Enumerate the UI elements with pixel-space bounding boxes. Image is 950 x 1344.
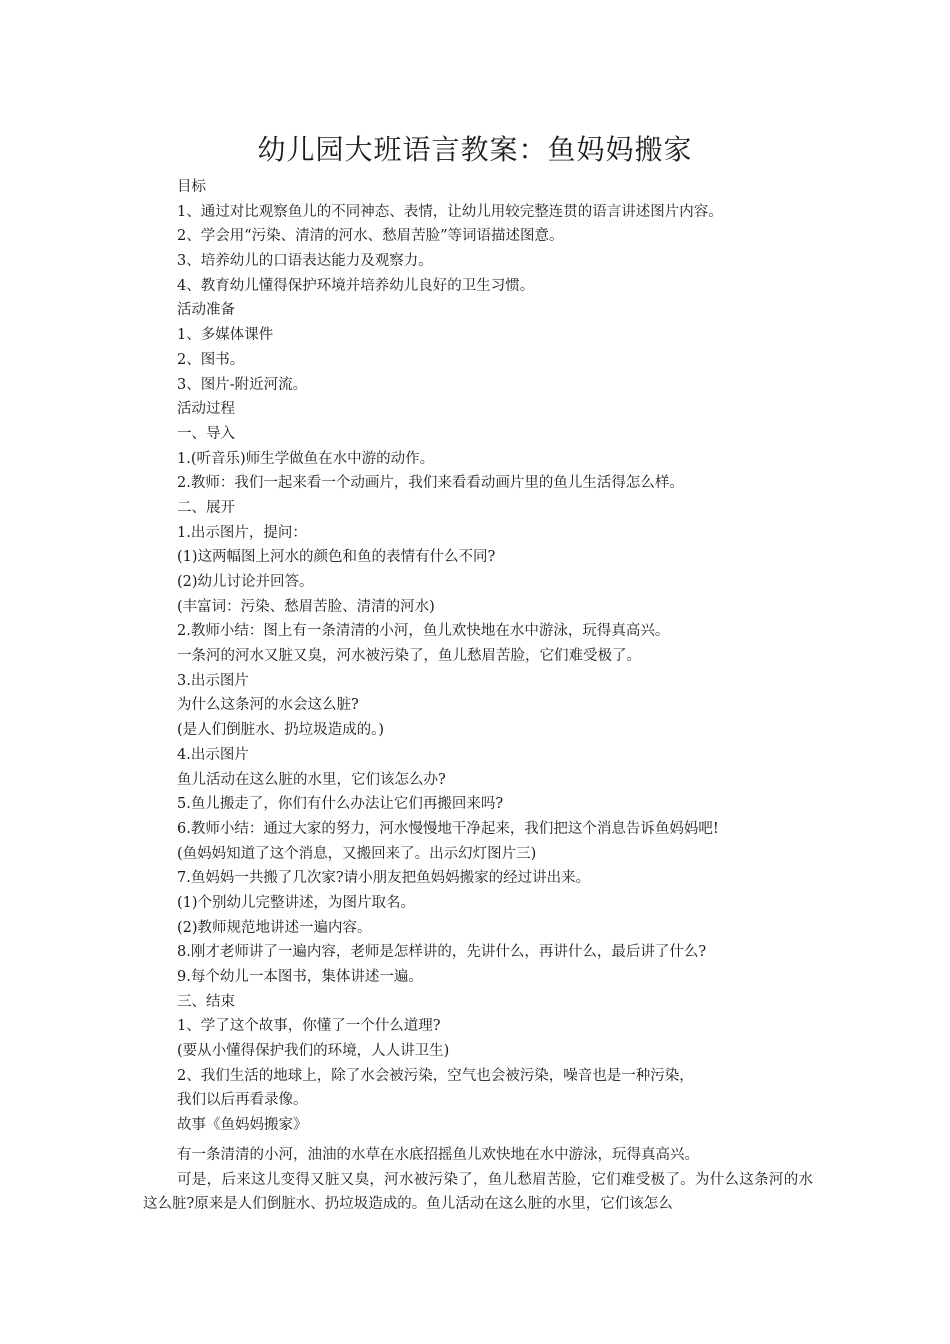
text-line: 9.每个幼儿一本图书，集体讲述一遍。: [177, 969, 423, 985]
story-paragraph: 有一条清清的小河，油油的水草在水底招摇鱼儿欢快地在水中游泳，玩得真高兴。: [177, 1147, 699, 1163]
text-line: 3、图片-附近河流。: [177, 376, 308, 393]
text-line: (1)这两幅图上河水的颜色和鱼的表情有什么不同?: [177, 549, 496, 566]
text-line: 7.鱼妈妈一共搬了几次家?请小朋友把鱼妈妈搬家的经过讲出来。: [177, 870, 591, 887]
text-line: 1、通过对比观察鱼儿的不同神态、表情，让幼儿用较完整连贯的语言讲述图片内容。: [177, 203, 723, 220]
text-line: 4、教育幼儿懂得保护环境并培养幼儿良好的卫生习惯。: [177, 277, 535, 294]
text-line: 一、导入: [177, 425, 235, 442]
text-line: 3、培养幼儿的口语表达能力及观察力。: [177, 253, 433, 270]
text-line: 一条河的河水又脏又臭，河水被污染了，鱼儿愁眉苦脸，它们难受极了。: [177, 648, 641, 665]
text-line: 我们以后再看录像。: [177, 1092, 308, 1109]
text-line: 2、图书。: [177, 351, 245, 368]
text-line: 1.(听音乐)师生学做鱼在水中游的动作。: [177, 450, 435, 467]
text-line: 三、结束: [177, 993, 235, 1010]
text-line: (是人们倒脏水、扔垃圾造成的。): [177, 722, 385, 739]
text-line: (2)幼儿讨论并回答。: [177, 574, 314, 590]
text-line: 鱼儿活动在这么脏的水里，它们该怎么办?: [177, 771, 446, 788]
text-line: 5.鱼儿搬走了，你们有什么办法让它们再搬回来吗?: [177, 796, 504, 813]
text-line: (1)个别幼儿完整讲述，为图片取名。: [177, 894, 416, 911]
text-line: 3.出示图片: [177, 672, 249, 689]
text-line: 2.教师：我们一起来看一个动画片，我们来看看动画片里的鱼儿生活得怎么样。: [177, 475, 684, 492]
story-paragraph: 可是，后来这儿变得又脏又臭，河水被污染了，鱼儿愁眉苦脸，它们难受极了。为什么这条河的水这么脏?原来是人们倒脏水、扔垃圾造成的。鱼儿活动在这么脏的水里，它们该怎么: [143, 1171, 813, 1213]
text-line: 1、学了这个故事，你懂了一个什么道理?: [177, 1018, 441, 1035]
text-line: 目标: [177, 179, 206, 195]
text-line: 2、我们生活的地球上，除了水会被污染，空气也会被污染，噪音也是一种污染，: [177, 1067, 694, 1084]
text-line: (鱼妈妈知道了这个消息，又搬回来了。出示幻灯图片三): [177, 845, 537, 862]
text-line: (丰富词：污染、愁眉苦脸、清清的河水): [177, 598, 435, 615]
text-line: 活动准备: [177, 302, 235, 319]
text-line: 4.出示图片: [177, 746, 249, 763]
story-text: [143, 1143, 813, 1217]
text-line: 6.教师小结：通过大家的努力，河水慢慢地干净起来，我们把这个消息告诉鱼妈妈吧!: [177, 820, 719, 837]
text-line: 为什么这条河的水会这么脏?: [177, 697, 359, 714]
text-line: 2.教师小结：图上有一条清清的小河，鱼儿欢快地在水中游泳，玩得真高兴。: [177, 623, 670, 640]
text-line: 故事《鱼妈妈搬家》: [177, 1117, 308, 1134]
text-line: 8.刚才老师讲了一遍内容，老师是怎样讲的，先讲什么，再讲什么，最后讲了什么?: [177, 944, 707, 961]
text-line: 1.出示图片，提问：: [177, 524, 307, 541]
text-line: (2)教师规范地讲述一遍内容。: [177, 919, 372, 936]
text-line: (要从小懂得保护我们的环境，人人讲卫生): [177, 1043, 450, 1060]
document-title: 幼儿园大班语言教案：鱼妈妈搬家: [257, 133, 693, 166]
text-line: 二、展开: [177, 499, 235, 516]
lesson-plan-body: [177, 175, 817, 1138]
text-line: 2、学会用“污染、清清的河水、愁眉苦脸”等词语描述图意。: [177, 228, 564, 245]
text-line: 活动过程: [177, 401, 235, 418]
text-line: 1、多媒体课件: [177, 327, 274, 344]
